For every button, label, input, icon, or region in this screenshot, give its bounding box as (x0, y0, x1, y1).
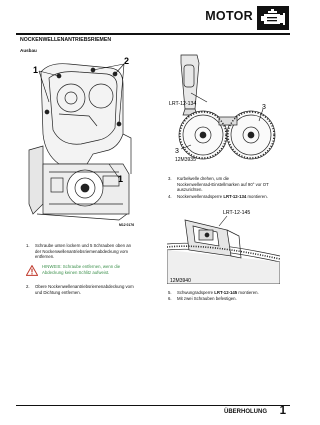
callout-1: 1 (33, 65, 39, 75)
step-line: Kurbelwelle drehen, um die (177, 176, 230, 181)
figure-code: M12 0176 (119, 223, 135, 227)
tool-label: LRT-12-134 (169, 101, 197, 107)
step-line: montieren. (246, 194, 268, 199)
step-number: 6. (168, 296, 172, 301)
engine-cover-illustration (19, 54, 136, 228)
step-line: auszurichten. (177, 187, 203, 193)
camshaft-lock-illustration (167, 53, 280, 168)
header-rule (16, 33, 290, 35)
step-line: Schraube unten lockern und 5 Schrauben oben an (35, 243, 132, 248)
step-6 (168, 296, 288, 302)
callout-1-lower: 1 (118, 174, 124, 184)
step-line: entfernen. (35, 254, 55, 260)
step-line: Nockenwellenrad-Einstellmarken auf 90° vor OT (177, 181, 269, 187)
section-title: NOCKENWELLENANTRIEBSRIEMEN (20, 37, 112, 43)
warning-line: Abdeckung keinen Schlitz aufweist. (42, 269, 110, 275)
step-line: Obere Nockenwellenantriebsriemenabdeckung vom (35, 284, 134, 289)
step-number: 5. (168, 290, 172, 295)
step-line: der Nockenwellenantriebsriemenabdeckung vom (35, 248, 128, 254)
tool-ref: LRT-12-145 (214, 290, 238, 295)
step-number: 4. (168, 194, 172, 199)
step-3 (168, 176, 288, 194)
flywheel-lock-illustration (167, 204, 280, 284)
figure-code: 12M3940 (170, 278, 191, 284)
figure-code: 12M3935 (175, 157, 196, 163)
engine-icon (257, 6, 289, 30)
step-line: Mit zwei Schrauben befestigen. (177, 296, 237, 301)
step-number: 2. (26, 284, 30, 289)
step-2 (26, 284, 146, 296)
callout-3-left: 3 (175, 148, 179, 155)
step-1 (26, 243, 146, 261)
tool-label: LRT-12-145 (223, 210, 251, 216)
warning-note (42, 264, 140, 275)
callout-3: 3 (262, 104, 266, 111)
warning-line: HINWEIS: Schraube entfernen, wenn die (42, 264, 121, 269)
footer-rule (16, 405, 290, 406)
step-line: Schwungradsperre (177, 290, 215, 295)
footer-section-label: ÜBERHOLUNG (224, 409, 267, 415)
warning-icon (26, 263, 38, 274)
step-line: und Dichtung entfernen. (35, 289, 81, 295)
callout-2: 2 (124, 56, 130, 66)
page-header-title: MOTOR (205, 9, 253, 23)
step-4 (168, 194, 288, 200)
step-line: montieren. (237, 290, 259, 295)
step-line: Nockenwellenradsperre (177, 194, 224, 199)
tool-ref: LRT-12-134 (223, 194, 247, 199)
step-number: 3. (168, 176, 172, 181)
section-subtitle: Ausbau (20, 48, 37, 53)
page-number: 1 (279, 405, 286, 417)
step-number: 1. (26, 243, 30, 248)
